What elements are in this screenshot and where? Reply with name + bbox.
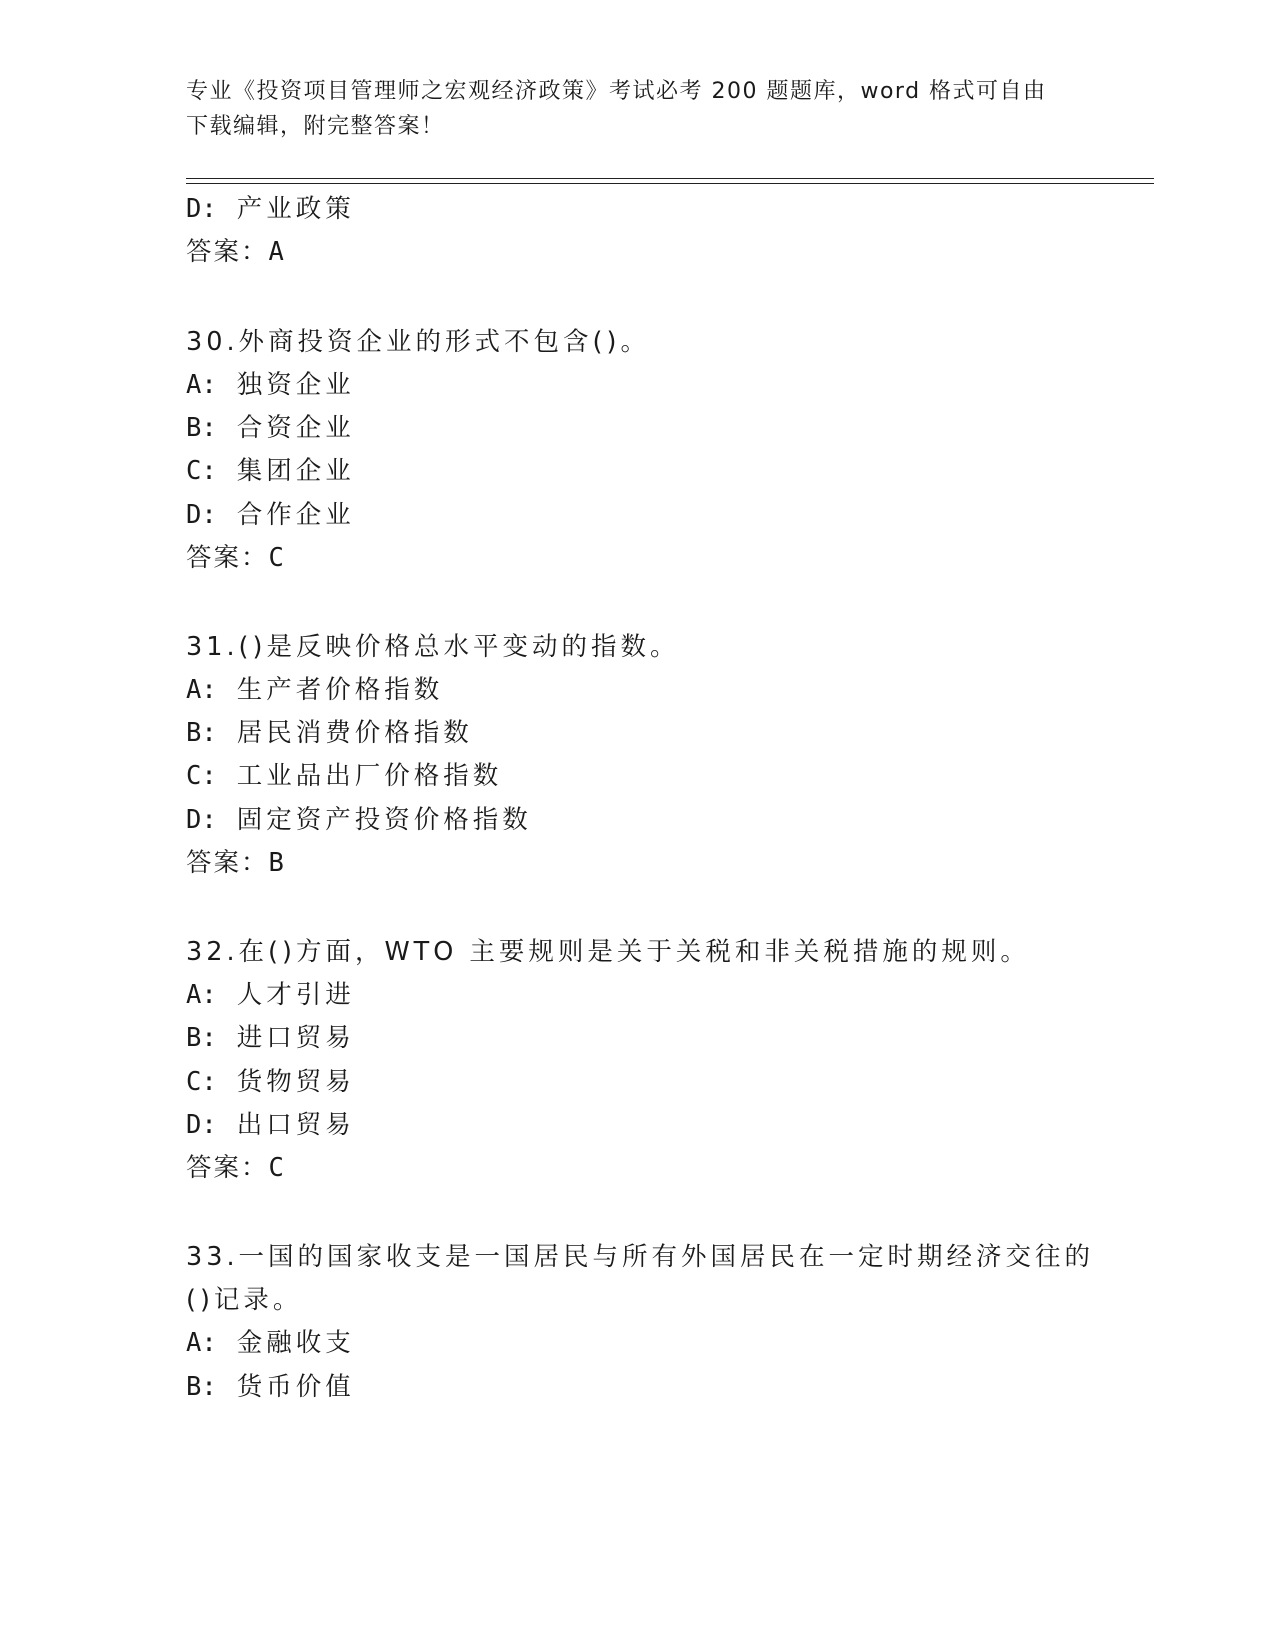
question-31-option-b	[186, 716, 473, 750]
prev-answer	[186, 235, 284, 269]
option-label: D:	[186, 805, 217, 835]
option-text: 合资企业	[236, 413, 355, 443]
option-label: B:	[186, 1023, 217, 1053]
option-text: 合作企业	[236, 500, 355, 530]
option-text: 独资企业	[236, 370, 355, 400]
question-30-option-b	[186, 411, 355, 445]
answer-value: C	[268, 543, 284, 573]
option-text: 居民消费价格指数	[236, 718, 473, 748]
option-label: D:	[186, 1110, 217, 1140]
question-30-option-a	[186, 368, 355, 402]
option-text: 进口贸易	[236, 1023, 355, 1053]
option-label: B:	[186, 1372, 217, 1402]
answer-value: C	[268, 1153, 284, 1183]
answer-label: 答案：	[186, 848, 269, 878]
header-divider-bottom	[186, 183, 1154, 184]
question-32-option-c	[186, 1065, 355, 1099]
option-label: A:	[186, 675, 217, 705]
option-label: C:	[186, 456, 217, 486]
option-label: D:	[186, 194, 217, 224]
answer-value: A	[268, 237, 284, 267]
question-32-option-a	[186, 978, 355, 1012]
question-33-stem-line-1: 33.一国的国家收支是一国居民与所有外国居民在一定时期经济交往的	[186, 1242, 1095, 1272]
option-label: A:	[186, 370, 217, 400]
option-text: 生产者价格指数	[236, 675, 444, 705]
question-31-stem: 31.()是反映价格总水平变动的指数。	[186, 632, 680, 662]
question-30-option-c	[186, 454, 355, 488]
answer-label: 答案：	[186, 543, 269, 573]
option-label: A:	[186, 1328, 217, 1358]
option-text: 货币价值	[236, 1372, 355, 1402]
document-header	[186, 74, 1086, 144]
question-32-option-b	[186, 1021, 355, 1055]
question-30-option-d	[186, 498, 355, 532]
option-text: 货物贸易	[236, 1067, 355, 1097]
option-label: A:	[186, 980, 217, 1010]
option-text: 固定资产投资价格指数	[236, 805, 532, 835]
option-text: 金融收支	[236, 1328, 355, 1358]
option-text: 人才引进	[236, 980, 355, 1010]
answer-value: B	[268, 848, 284, 878]
question-30-stem: 30.外商投资企业的形式不包含()。	[186, 327, 650, 357]
option-text: 产业政策	[236, 194, 355, 224]
question-32-option-d	[186, 1108, 355, 1142]
answer-label: 答案：	[186, 237, 269, 267]
option-text: 集团企业	[236, 456, 355, 486]
header-divider-top	[186, 178, 1154, 179]
question-31-option-a	[186, 673, 443, 707]
option-text: 工业品出厂价格指数	[236, 761, 503, 791]
question-32-stem: 32.在()方面，WTO 主要规则是关于关税和非关税措施的规则。	[186, 937, 1030, 967]
question-33-stem-line-2: ()记录。	[186, 1285, 303, 1315]
question-32-answer	[186, 1151, 284, 1185]
option-label: B:	[186, 718, 217, 748]
option-label: D:	[186, 500, 217, 530]
option-label: C:	[186, 1067, 217, 1097]
question-31-option-d	[186, 803, 532, 837]
question-30-answer	[186, 541, 284, 575]
question-31-option-c	[186, 759, 502, 793]
header-line-2: 下载编辑，附完整答案！	[186, 114, 445, 139]
question-33-option-b	[186, 1370, 355, 1404]
option-label: B:	[186, 413, 217, 443]
answer-label: 答案：	[186, 1153, 269, 1183]
question-33-option-a	[186, 1326, 355, 1360]
prev-option-d	[186, 192, 355, 226]
question-31-answer	[186, 846, 284, 880]
header-line-1: 专业《投资项目管理师之宏观经济政策》考试必考 200 题题库，word 格式可自由	[186, 79, 1047, 104]
option-label: C:	[186, 761, 217, 791]
option-text: 出口贸易	[236, 1110, 355, 1140]
